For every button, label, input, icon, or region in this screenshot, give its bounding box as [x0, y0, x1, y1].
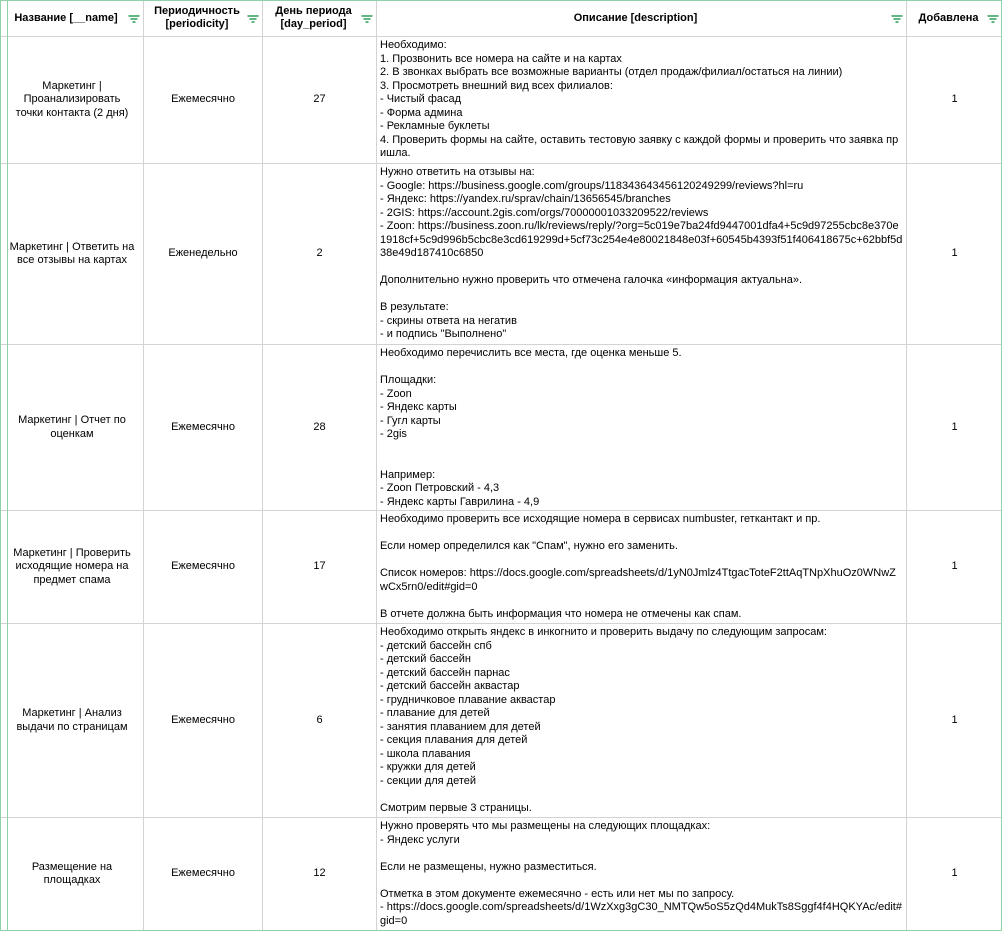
cell-periodicity[interactable]: Ежемесячно — [144, 37, 263, 164]
cell-added[interactable]: 1 — [907, 164, 1002, 345]
column-header-label: День периода [day_period] — [275, 5, 352, 31]
cell-day-period[interactable]: 28 — [263, 345, 377, 511]
cell-day-period[interactable]: 2 — [263, 164, 377, 345]
cell-description[interactable]: Необходимо проверить все исходящие номера в сервисах numbuster, геткантакт и пр. Если номер определился как "Спам", нужно его заменить. Список номеров: https://docs.google.com/spreadsheets/d/1yN0Jmlz4TtgacToteF2ttAqTNpXhuOz0WNwZwCx5rn0/edit#gid=0 В отчете должна быть информация что номера не отмечены как спам. — [377, 511, 907, 624]
cell-day-period[interactable]: 27 — [263, 37, 377, 164]
cell-name[interactable]: Маркетинг | Ответить на все отзывы на картах — [1, 164, 144, 345]
column-header-name[interactable] — [1, 1, 144, 37]
table-row — [1, 624, 1002, 818]
cell-periodicity[interactable]: Ежемесячно — [144, 511, 263, 624]
cell-description[interactable]: Нужно проверять что мы размещены на следующих площадках: - Яндекс услуги Если не размещены, нужно разместиться. Отметка в этом документе ежемесячно - есть или нет мы по запросу. - https://docs.google.com/spreadsheets/d/1WzXxg3gC30_NMTQw5oS5zQd4MukTs8Sggf4f4HQKYAc/edit#gid=0 — [377, 818, 907, 931]
cell-periodicity[interactable]: Ежемесячно — [144, 345, 263, 511]
cell-description[interactable]: Нужно ответить на отзывы на: - Google: https://business.google.com/groups/118343643456120249299/reviews?hl=ru - Яндекс: https://yandex.ru/sprav/chain/13656545/branches - 2GIS: https://account.2gis.com/orgs/70000001033209522/reviews - Zoon: https://business.zoon.ru/lk/reviews/reply/?org=5c019e7ba24fd9447001dfa4+5c9d97255cbc8e370e1918cf+5c9d996b5cbc8e3cd619299d+5cf73c254e4e80021848e03f+60545b4393f51f406418675c+62bbf5d38e49d187410c6850 Дополнительно нужно проверить что отмечена галочка «информация актуальна». В результате: - скрины ответа на негатив - и подпись "Выполнено" — [377, 164, 907, 345]
cell-description[interactable]: Необходимо открыть яндекс в инкогнито и проверить выдачу по следующим запросам: - детский бассейн спб - детский бассейн - детский бассейн парнас - детский бассейн аквастар - грудничковое плавание аквастар - плавание для детей - занятия плаванием для детей - секция плавания для детей - школа плавания - кружки для детей - секции для детей Смотрим первые 3 страницы. — [377, 624, 907, 818]
cell-name[interactable]: Размещение на площадках — [1, 818, 144, 931]
table-row — [1, 164, 1002, 345]
cell-added[interactable]: 1 — [907, 624, 1002, 818]
column-header-day-period[interactable] — [263, 1, 377, 37]
cell-day-period[interactable]: 12 — [263, 818, 377, 931]
cell-name[interactable]: Маркетинг | Проверить исходящие номера на предмет спама — [1, 511, 144, 624]
filter-icon[interactable] — [247, 13, 259, 25]
cell-added[interactable]: 1 — [907, 511, 1002, 624]
column-header-added[interactable] — [907, 1, 1002, 37]
cell-added[interactable]: 1 — [907, 37, 1002, 164]
cell-periodicity[interactable]: Ежемесячно — [144, 818, 263, 931]
filter-icon[interactable] — [891, 13, 903, 25]
table-row — [1, 345, 1002, 511]
cell-description[interactable]: Необходимо перечислить все места, где оценка меньше 5. Площадки: - Zoon - Яндекс карты - Гугл карты - 2gis Например: - Zoon Петровский - 4,3 - Яндекс карты Гаврилина - 4,9 — [377, 345, 907, 511]
cell-description[interactable]: Необходимо: 1. Прозвонить все номера на сайте и на картах 2. В звонках выбрать все возможные варианты (отдел продаж/филиал/остаться на линии) 3. Просмотреть внешний вид всех филиалов: - Чистый фасад - Форма админа - Рекламные буклеты 4. Проверить формы на сайте, оставить тестовую заявку с каждой формы и проверить что заявка пришла. — [377, 37, 907, 164]
cell-name[interactable]: Маркетинг | Отчет по оценкам — [1, 345, 144, 511]
cell-name[interactable]: Маркетинг | Проанализировать точки контакта (2 дня) — [1, 37, 144, 164]
column-header-label: Периодичность [periodicity] — [154, 5, 240, 31]
cell-day-period[interactable]: 17 — [263, 511, 377, 624]
filter-icon[interactable] — [361, 13, 373, 25]
column-header-label: Добавлена — [918, 11, 979, 24]
table-row — [1, 511, 1002, 624]
filter-icon[interactable] — [987, 13, 999, 25]
header-row — [1, 1, 1002, 37]
cell-added[interactable]: 1 — [907, 345, 1002, 511]
cell-name[interactable]: Маркетинг | Анализ выдачи по страницам — [1, 624, 144, 818]
filter-icon[interactable] — [128, 13, 140, 25]
table-row — [1, 37, 1002, 164]
column-header-periodicity[interactable] — [144, 1, 263, 37]
column-header-label: Описание [description] — [573, 11, 698, 24]
cell-added[interactable]: 1 — [907, 818, 1002, 931]
column-header-label: Название [__name] — [14, 11, 118, 24]
cell-day-period[interactable]: 6 — [263, 624, 377, 818]
column-header-description[interactable] — [377, 1, 907, 37]
cell-periodicity[interactable]: Ежемесячно — [144, 624, 263, 818]
cell-periodicity[interactable]: Еженедельно — [144, 164, 263, 345]
table-row — [1, 818, 1002, 931]
